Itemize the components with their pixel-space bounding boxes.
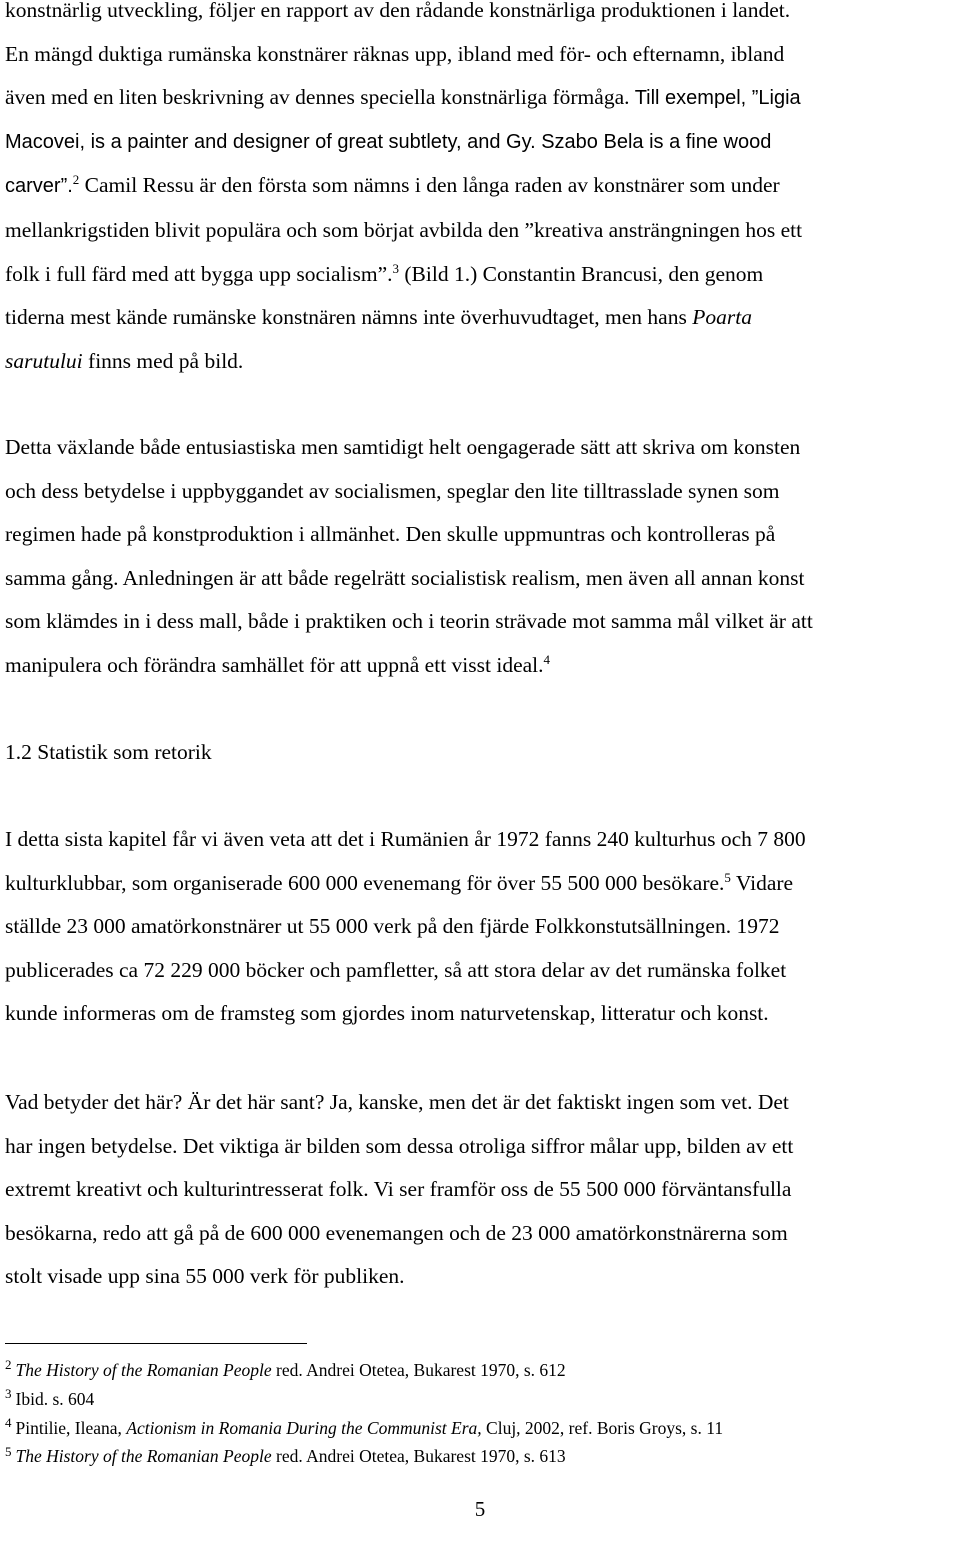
text: publicerades ca 72 229 000 böcker och pamfletter, så att stora delar av det rumänska folket xyxy=(5,957,787,982)
text: folk i full färd med att bygga upp socialism”. xyxy=(5,261,393,286)
text: red. Andrei Otetea, Bukarest 1970, s. 612 xyxy=(271,1360,566,1380)
text: och dess betydelse i uppbyggandet av socialismen, speglar den lite tilltrasslade synen som xyxy=(5,478,780,503)
page-number: 5 xyxy=(474,1497,486,1521)
text: tiderna mest kände rumänske konstnären nämns inte överhuvudtaget, men hans xyxy=(5,305,693,330)
text: även med en liten beskrivning av dennes speciella konstnärliga förmåga. xyxy=(5,85,630,110)
text: I detta sista kapitel får vi även veta att det i Rumänien år 1972 fanns 240 kulturhus och 7 800 xyxy=(5,827,806,851)
book-title: The History of the Romanian People xyxy=(15,1360,272,1380)
footnote-item xyxy=(5,1385,953,1414)
paragraph-4 xyxy=(5,1081,953,1299)
text: extremt kreativt och kulturintresserat folk. Vi ser framför oss de 55 500 000 förväntansfulla xyxy=(5,1177,792,1202)
text: Detta växlande både entusiastiska men samtidigt helt oengagerade sätt att skriva om konsten xyxy=(5,435,801,459)
text-line xyxy=(5,644,953,688)
text-line xyxy=(5,1212,953,1256)
text: manipulera och förändra samhället för att uppnå ett visst ideal. xyxy=(5,652,544,677)
text-line xyxy=(5,121,953,165)
text: ställde 23 000 amatörkonstnärer ut 55 000 verk på den fjärde Folkkonstutsällningen. 1972 xyxy=(5,914,780,939)
text-line xyxy=(5,600,953,644)
footnote-number: 2 xyxy=(5,1357,12,1373)
text: Pintilie, Ileana, xyxy=(15,1417,127,1438)
text-line xyxy=(5,164,953,209)
text-line xyxy=(5,949,953,993)
text-line xyxy=(5,340,953,384)
text-line xyxy=(5,1125,953,1169)
footnote-number: 5 xyxy=(5,1443,12,1459)
text: kulturklubbar, som organiserade 600 000 evenemang för över 55 500 000 besökare. xyxy=(5,870,725,895)
text: Vad betyder det här? Är det här sant? Ja, kanske, men det är det faktiskt ingen som vet. Det xyxy=(5,1090,789,1114)
footnote-separator xyxy=(5,1343,307,1344)
text: En mängd duktiga rumänska konstnärer räknas upp, ibland med för- och efternamn, ibland xyxy=(5,41,785,66)
text-line xyxy=(5,253,953,297)
quote-text: Macovei, is a painter and designer of great subtlety, and Gy. Szabo Bela is a fine wood xyxy=(5,130,772,153)
text-line xyxy=(5,426,953,470)
text: finns med på bild. xyxy=(82,348,244,373)
text-line xyxy=(5,76,953,121)
text: Camil Ressu är den första som nämns i den långa raden av konstnärer som under xyxy=(79,173,780,198)
text-line xyxy=(5,905,953,949)
text: regimen hade på konstproduktion i allmänhet. Den skulle uppmuntras och kontrolleras på xyxy=(5,522,776,547)
text-line xyxy=(5,992,953,1036)
text-line xyxy=(5,1168,953,1212)
text: Ibid. s. 604 xyxy=(15,1388,95,1409)
text-line xyxy=(5,33,953,77)
footnote-number: 3 xyxy=(5,1385,12,1401)
text: samma gång. Anledningen är att både regelrätt socialistisk realism, men även all annan konst xyxy=(5,565,805,590)
footnote-item xyxy=(5,1442,953,1471)
text: kunde informeras om de framsteg som gjordes inom naturvetenskap, litteratur och konst. xyxy=(5,1001,769,1026)
book-title: Actionism in Romania During the Communist Era, xyxy=(126,1417,482,1438)
footnotes xyxy=(5,1356,953,1471)
text-line xyxy=(5,1255,953,1299)
text: red. Andrei Otetea, Bukarest 1970, s. 613 xyxy=(271,1446,566,1467)
section-heading: 1.2 Statistik som retorik xyxy=(5,740,212,764)
footnote-ref[interactable]: 5 xyxy=(724,869,731,885)
footnote-ref[interactable]: 2 xyxy=(72,172,80,188)
text: (Bild 1.) Constantin Brancusi, den genom xyxy=(399,261,764,286)
text-line xyxy=(5,557,953,601)
text: har ingen betydelse. Det viktiga är bilden som dessa otroliga siffror målar upp, bilden av ett xyxy=(5,1133,794,1158)
text-line xyxy=(5,470,953,514)
text: besökarna, redo att gå på de 600 000 evenemangen och de 23 000 amatörkonstnärerna som xyxy=(5,1220,788,1245)
footnote-item xyxy=(5,1356,953,1385)
text: Cluj, 2002, ref. Boris Groys, s. 11 xyxy=(481,1417,724,1438)
text-line xyxy=(5,818,953,862)
text-line xyxy=(5,0,953,33)
text: som klämdes in i dess mall, både i praktiken och i teorin strävade mot samma mål vilket är att xyxy=(5,609,813,634)
paragraph-2 xyxy=(5,426,953,688)
text-line xyxy=(5,209,953,253)
text-line xyxy=(5,296,953,340)
quote-text: carver”. xyxy=(5,175,73,198)
artwork-title: Poarta xyxy=(692,305,752,330)
footnote-ref[interactable]: 3 xyxy=(392,260,400,276)
text: stolt visade upp sina 55 000 verk för publiken. xyxy=(5,1264,405,1289)
quote-text: Till exempel, ”Ligia xyxy=(629,87,801,110)
paragraph-1 xyxy=(5,0,953,383)
footnote-ref[interactable]: 4 xyxy=(543,651,551,667)
paragraph-3 xyxy=(5,818,953,1036)
artwork-title: sarutului xyxy=(5,348,83,373)
footnote-item xyxy=(5,1414,953,1443)
book-title: The History of the Romanian People xyxy=(15,1446,272,1467)
text: Vidare xyxy=(730,870,794,895)
text-line xyxy=(5,1081,953,1125)
footnote-number: 4 xyxy=(5,1414,12,1430)
text-line xyxy=(5,862,953,906)
text-line xyxy=(5,513,953,557)
text: konstnärlig utveckling, följer en rapport av den rådande konstnärliga produktionen i landet. xyxy=(5,0,791,22)
text: mellankrigstiden blivit populära och som börjat avbilda den ”kreativa ansträngningen hos ett xyxy=(5,217,803,242)
